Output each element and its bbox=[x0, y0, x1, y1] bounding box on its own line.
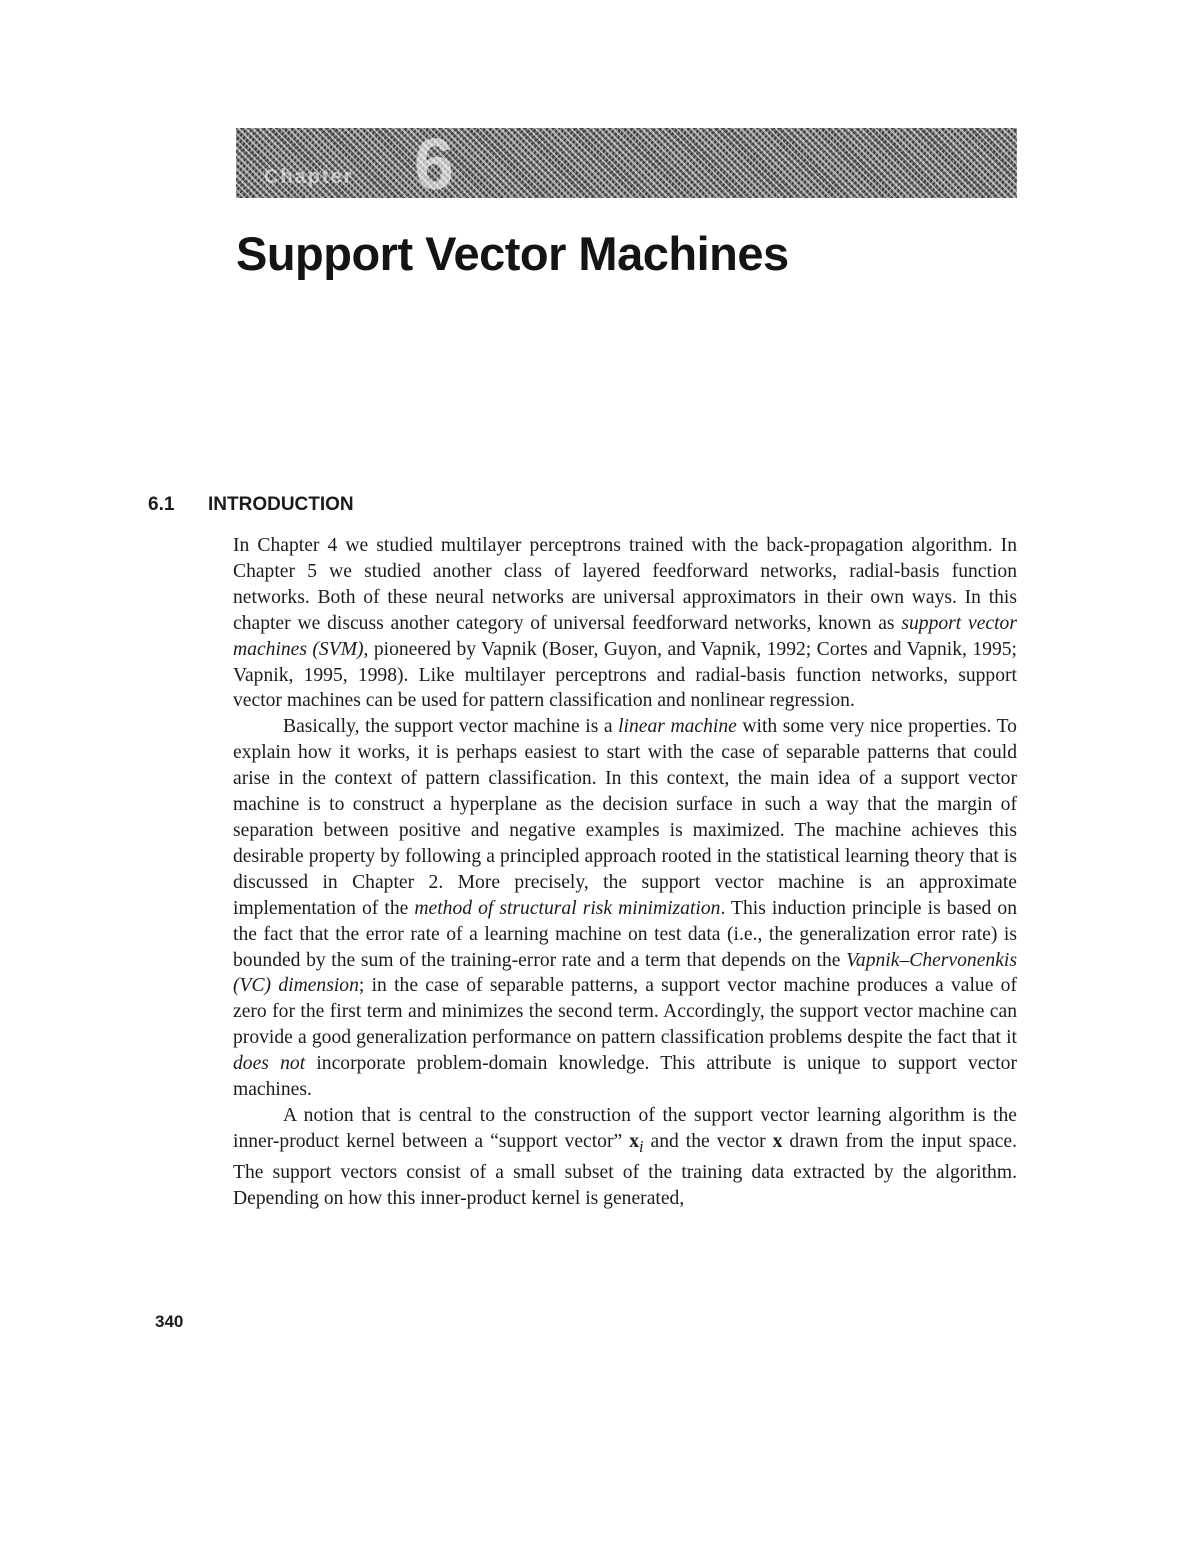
section-heading bbox=[148, 494, 354, 516]
body-text bbox=[233, 533, 1017, 1211]
chapter-banner bbox=[236, 128, 1017, 198]
text-run: incorporate problem-domain knowledge. This attribute is unique to support vector machines. bbox=[233, 1053, 1017, 1101]
emphasis: linear machine bbox=[618, 716, 737, 738]
text-run: Basically, the support vector machine is a bbox=[283, 716, 619, 738]
emphasis: support vector machines (SVM) bbox=[233, 612, 1017, 660]
section-title: INTRODUCTION bbox=[208, 494, 354, 515]
vector-symbol: x bbox=[772, 1130, 783, 1152]
chapter-title: Support Vector Machines bbox=[236, 227, 789, 280]
text-run: , pioneered by Vapnik (Boser, Guyon, and Vapnik, 1992; Cortes and Vapnik, 1995; Vapnik, 1995, 1998). Like multilayer perceptrons and radial-basis function networks, support vector machines can be used for pattern classification and nonlinear regression. bbox=[233, 638, 1017, 712]
subscript-index: i bbox=[638, 1136, 644, 1156]
paragraph bbox=[233, 714, 1017, 1103]
emphasis: does not bbox=[233, 1053, 306, 1075]
vector-symbol: x bbox=[629, 1130, 639, 1152]
paragraph bbox=[233, 1103, 1017, 1212]
text-run: and the vector bbox=[643, 1130, 773, 1152]
text-run: . This induction principle is based on the fact that the error rate of a learning machine on test data (i.e., the generalization error rate) is bounded by the sum of the training-error rate and a term that depends on the bbox=[233, 897, 1017, 971]
chapter-label: Chapter bbox=[264, 166, 354, 188]
text-run: In Chapter 4 we studied multilayer perceptrons trained with the back-propagation algorithm. In Chapter 5 we studied another class of layered feedforward networks, radial-basis function networks. Both of these neural networks are universal approximators in their own ways. In this chapter we discuss another category of universal feedforward networks, known as bbox=[233, 535, 1017, 634]
section-number: 6.1 bbox=[148, 494, 175, 515]
text-run: ; in the case of separable patterns, a support vector machine produces a value of zero for the first term and minimizes the second term. Accordingly, the support vector machine can provide a good generalization performance on pattern classification problems despite the fact that it bbox=[233, 975, 1017, 1049]
emphasis: Vapnik–Chervonenkis (VC) dimension bbox=[233, 949, 1017, 997]
page-number: 340 bbox=[155, 1312, 184, 1331]
emphasis: method of structural risk minimization bbox=[414, 897, 721, 919]
chapter-number: 6 bbox=[414, 128, 455, 198]
text-run: with some very nice properties. To explain how it works, it is perhaps easiest to start with the case of separable patterns that could arise in the context of pattern classification. In this context, the main idea of a support vector machine is to construct a hyperplane as the decision surface in such a way that the margin of separation between positive and negative examples is maximized. The machine achieves this desirable property by following a principled approach rooted in the statistical learning theory that is discussed in Chapter 2. More precisely, the support vector machine is an approximate implementation of the bbox=[233, 716, 1017, 919]
paragraph bbox=[233, 533, 1017, 714]
text-run: A notion that is central to the construction of the support vector learning algorithm is the inner-product kernel between a “support vector” bbox=[233, 1104, 1017, 1152]
text-run: drawn from the input space. The support vectors consist of a small subset of the training data extracted by the algorithm. Depending on how this inner-product kernel is generated, bbox=[233, 1130, 1018, 1209]
